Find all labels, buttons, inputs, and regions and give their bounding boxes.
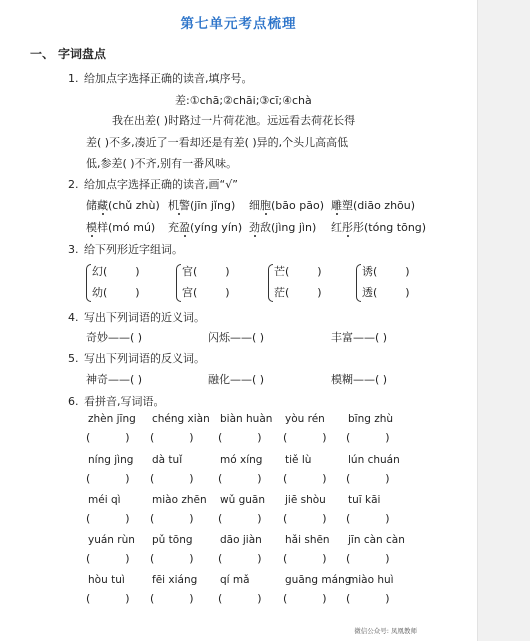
page-title: 第七单元考点梳理 [180, 16, 297, 32]
question-3-prompt: 3. 给下列形近字组词。 [68, 243, 183, 256]
word-text: (jīn jǐng) [190, 199, 236, 212]
word-text: 彤(tóng tōng) [353, 221, 427, 234]
answer-blank[interactable]: ( ) [150, 512, 194, 525]
pinyin-label: bīng zhù [348, 413, 394, 425]
q3-pair-line: 诱( ) [362, 265, 410, 278]
pinyin-label: dà tuǐ [152, 454, 183, 466]
pinyin-label: chéng xiàn [152, 413, 210, 425]
pinyin-label: yuán rùn [88, 534, 135, 546]
word-text: 细 [249, 199, 260, 212]
word-text: 充 [168, 221, 179, 234]
answer-blank[interactable]: ( ) [218, 472, 262, 485]
section-heading [30, 45, 106, 62]
q3-character-pair [356, 261, 410, 303]
brace-bracket [86, 264, 91, 302]
answer-blank[interactable]: ( ) [218, 512, 262, 525]
question-2-prompt: 2. 给加点字选择正确的读音,画“√” [68, 178, 238, 191]
question-4-prompt: 4. 写出下列词语的近义词。 [68, 311, 205, 324]
word-text: (chǔ zhù) [108, 199, 160, 212]
q2-word-item [168, 197, 235, 213]
q5-item: 神奇——( ) [86, 373, 143, 386]
answer-blank[interactable]: ( ) [283, 592, 327, 605]
q5-item: 融化——( ) [208, 373, 265, 386]
pinyin-label: lún chuán [348, 454, 400, 466]
q2-word-item [331, 197, 415, 213]
answer-blank[interactable]: ( ) [346, 431, 390, 444]
word-text: (bāo pāo) [271, 199, 324, 212]
answer-blank[interactable]: ( ) [86, 592, 130, 605]
q1-options: 差:①chā;②chāi;③cī;④chà [175, 94, 312, 107]
pinyin-label: mó xíng [220, 454, 263, 466]
answer-blank[interactable]: ( ) [283, 552, 327, 565]
answer-blank[interactable]: ( ) [346, 472, 390, 485]
word-text: 储 [86, 199, 97, 212]
brace-bracket [176, 264, 181, 302]
answer-blank[interactable]: ( ) [86, 512, 130, 525]
answer-blank[interactable]: ( ) [218, 552, 262, 565]
word-text: 样(mó mú) [97, 221, 156, 234]
q2-word-item [249, 219, 316, 235]
dotted-character: 劲 [249, 221, 260, 234]
answer-blank[interactable]: ( ) [218, 592, 262, 605]
word-text: 敌(jìng jìn) [260, 221, 317, 234]
q3-character-pair [176, 261, 230, 303]
question-6-prompt: 6. 看拼音,写词语。 [68, 395, 165, 408]
q2-word-item [168, 219, 242, 235]
pinyin-label: zhèn jīng [88, 413, 136, 425]
pinyin-label: méi qì [88, 494, 121, 506]
dotted-character: 雕 [331, 199, 342, 212]
pinyin-label: tiě lù [285, 454, 312, 466]
q3-pair-line: 宫( ) [182, 286, 230, 299]
pinyin-label: jīn càn càn [348, 534, 405, 546]
pinyin-label: fēi xiáng [152, 574, 198, 586]
answer-blank[interactable]: ( ) [86, 472, 130, 485]
pinyin-label: yòu rén [285, 413, 325, 425]
q3-pair-line: 芒( ) [274, 265, 322, 278]
section-label: 字词盘点 [58, 47, 107, 61]
brace-bracket [356, 264, 361, 302]
answer-blank[interactable]: ( ) [283, 431, 327, 444]
answer-blank[interactable]: ( ) [150, 552, 194, 565]
pinyin-label: qí mǎ [220, 574, 250, 586]
answer-blank[interactable]: ( ) [346, 552, 390, 565]
answer-blank[interactable]: ( ) [346, 512, 390, 525]
q1-passage-line-2: 差( )不多,凑近了一看却还是有差( )异的,个头儿高高低 [86, 136, 349, 149]
footer-credit: 微信公众号: 凤凰教师 [354, 627, 417, 635]
dotted-character: 胞 [260, 199, 271, 212]
answer-blank[interactable]: ( ) [283, 512, 327, 525]
dotted-character: 彤 [342, 221, 353, 234]
pinyin-label: miào zhēn [152, 494, 207, 506]
question-5-prompt: 5. 写出下列词语的反义词。 [68, 352, 205, 365]
q2-word-item [86, 197, 160, 213]
pinyin-label: níng jìng [88, 454, 134, 466]
q3-pair-line: 茫( ) [274, 286, 322, 299]
section-number: 一、 [30, 47, 55, 61]
q3-pair-line: 幻( ) [92, 265, 140, 278]
pinyin-label: biàn huàn [220, 413, 273, 425]
q3-character-pair [268, 261, 322, 303]
word-text: 塑(diāo zhōu) [342, 199, 416, 212]
question-1-prompt: 1. 给加点字选择正确的读音,填序号。 [68, 72, 253, 85]
brace-bracket [268, 264, 273, 302]
answer-blank[interactable]: ( ) [86, 552, 130, 565]
pinyin-label: wǔ guān [220, 494, 265, 506]
pinyin-label: pǔ tōng [152, 534, 193, 546]
pinyin-label: hǎi shēn [285, 534, 330, 546]
q4-item: 丰富——( ) [331, 331, 388, 344]
answer-blank[interactable]: ( ) [150, 472, 194, 485]
q2-word-item [331, 219, 426, 235]
pinyin-label: hòu tuì [88, 574, 125, 586]
answer-blank[interactable]: ( ) [150, 592, 194, 605]
word-text: 红 [331, 221, 342, 234]
word-text: (yíng yín) [190, 221, 243, 234]
pinyin-label: jiē shòu [285, 494, 326, 506]
answer-blank[interactable]: ( ) [218, 431, 262, 444]
answer-blank[interactable]: ( ) [346, 592, 390, 605]
q2-word-item [249, 197, 324, 213]
answer-blank[interactable]: ( ) [283, 472, 327, 485]
q1-passage-line-1: 我在出差( )时路过一片荷花池。远远看去荷花长得 [112, 114, 356, 127]
pinyin-label: guāng máng [285, 574, 352, 586]
pinyin-label: tuī kāi [348, 494, 381, 506]
q2-word-item [86, 219, 155, 235]
answer-blank[interactable]: ( ) [86, 431, 130, 444]
q4-item: 奇妙——( ) [86, 331, 143, 344]
q1-passage-line-3: 低,参差( )不齐,别有一番风味。 [86, 157, 238, 170]
q5-item: 模糊——( ) [331, 373, 388, 386]
q3-pair-line: 幼( ) [92, 286, 140, 299]
q4-item: 闪烁——( ) [208, 331, 265, 344]
q3-pair-line: 官( ) [182, 265, 230, 278]
answer-blank[interactable]: ( ) [150, 431, 194, 444]
pinyin-label: dāo jiàn [220, 534, 262, 546]
q3-character-pair [86, 261, 140, 303]
dotted-character: 机警 [168, 199, 190, 212]
dotted-character: 模 [86, 221, 97, 234]
pinyin-label: miào huì [348, 574, 394, 586]
dotted-character: 藏 [97, 199, 108, 212]
dotted-character: 盈 [179, 221, 190, 234]
scrollbar-track[interactable] [477, 0, 530, 641]
q3-pair-line: 透( ) [362, 286, 410, 299]
